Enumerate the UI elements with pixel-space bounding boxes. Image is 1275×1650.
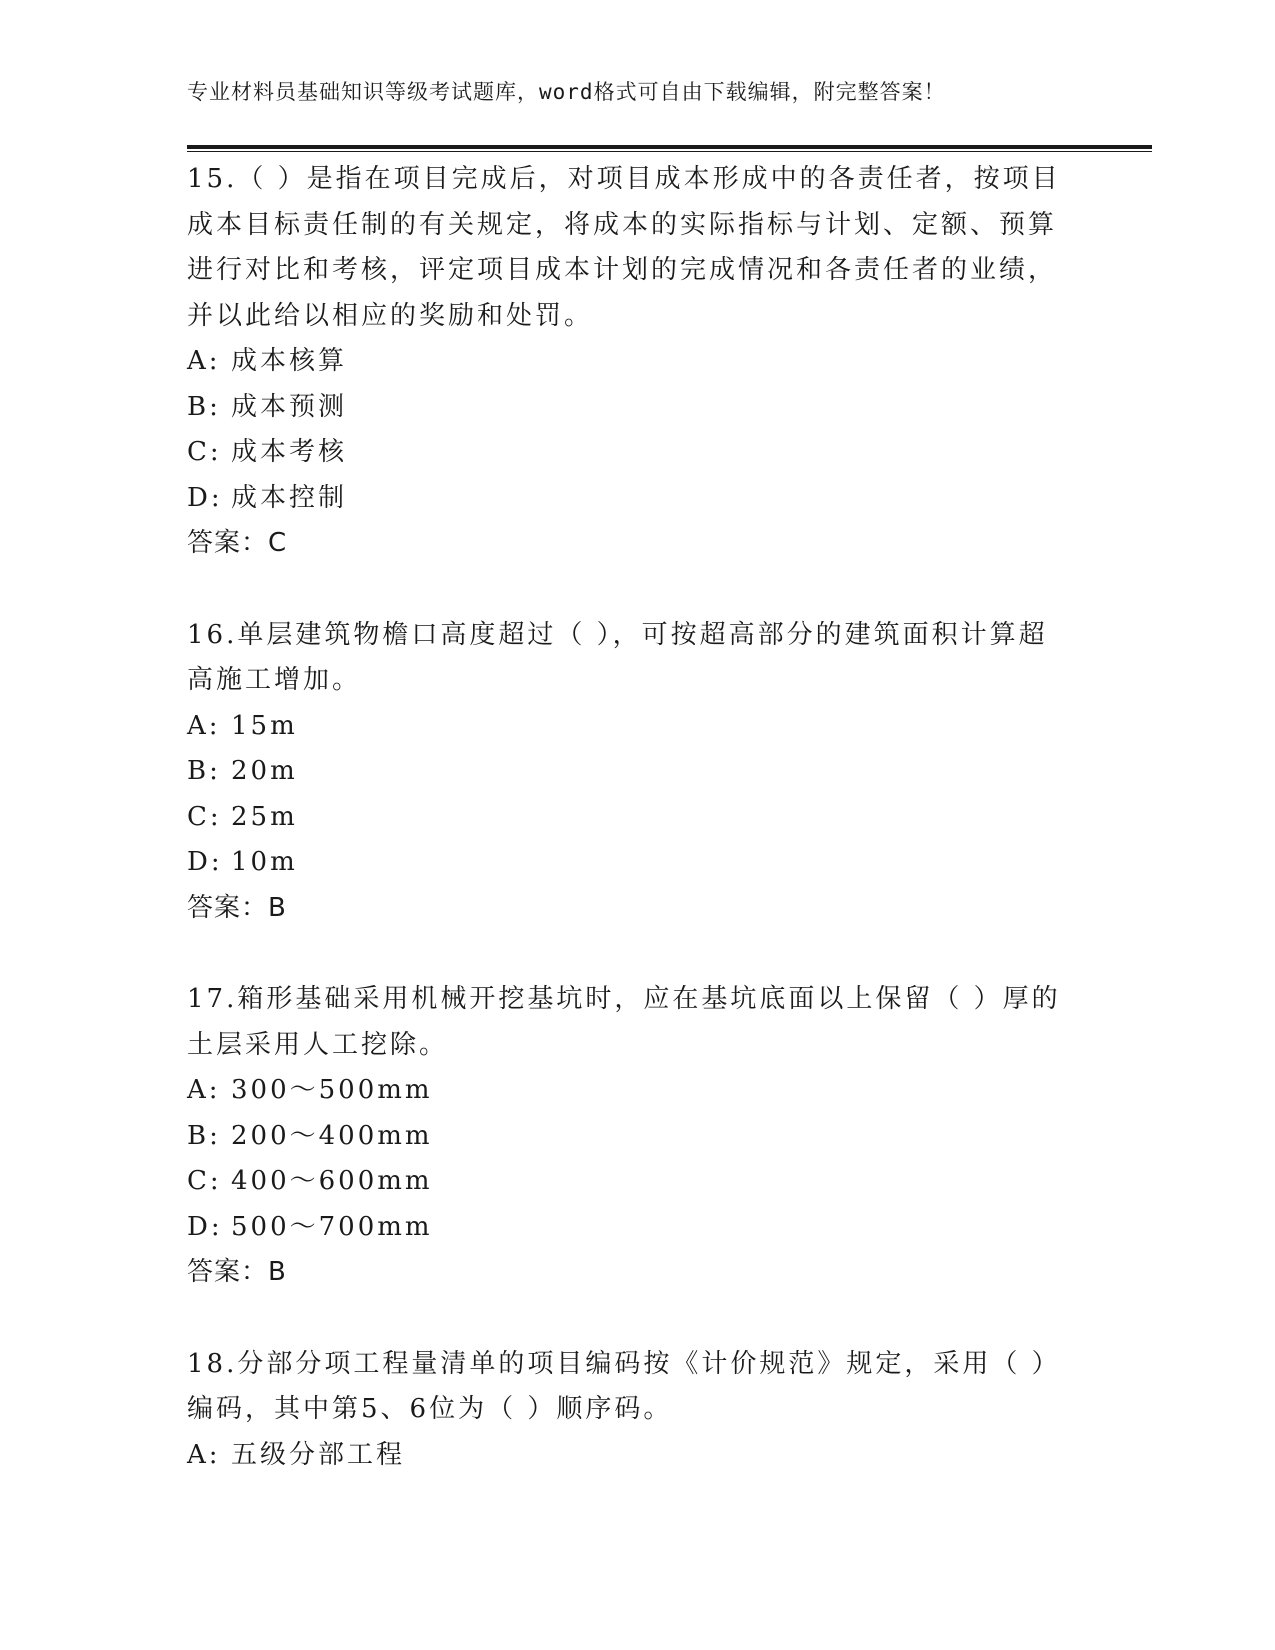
option-text: 成本控制 bbox=[231, 482, 348, 513]
option-a bbox=[187, 704, 1067, 750]
option-text: 200～400mm bbox=[231, 1120, 433, 1151]
question-16 bbox=[187, 613, 1067, 932]
option-text: 400～600mm bbox=[231, 1166, 433, 1196]
option-label: A: bbox=[187, 1075, 221, 1105]
option-label: D: bbox=[187, 482, 223, 513]
answer-line: 答案：B bbox=[187, 892, 287, 923]
option-text: 300～500mm bbox=[231, 1075, 433, 1105]
answer-line: 答案：C bbox=[187, 528, 288, 558]
option-text: 成本预测 bbox=[231, 391, 348, 422]
option-label: B: bbox=[187, 391, 221, 422]
option-label: A: bbox=[187, 710, 221, 741]
option-label: A: bbox=[187, 346, 221, 376]
option-text: 成本考核 bbox=[231, 437, 348, 467]
question-stem: 18.分部分项工程量清单的项目编码按《计价规范》规定，采用（ ）编码，其中第5、6位为（ ）顺序码。 bbox=[187, 1348, 1061, 1424]
option-label: D: bbox=[187, 1211, 223, 1242]
question-17 bbox=[187, 977, 1067, 1296]
option-d bbox=[187, 476, 1067, 522]
option-b bbox=[187, 749, 1067, 795]
question-list bbox=[187, 157, 1067, 1524]
option-c bbox=[187, 430, 1067, 476]
document-header: 专业材料员基础知识等级考试题库，word格式可自由下载编辑，附完整答案！ bbox=[187, 80, 946, 104]
option-a bbox=[187, 1433, 1067, 1479]
question-stem: 17.箱形基础采用机械开挖基坑时，应在基坑底面以上保留（ ）厚的土层采用人工挖除。 bbox=[187, 984, 1061, 1060]
option-b bbox=[187, 385, 1067, 431]
option-d bbox=[187, 1205, 1067, 1251]
option-text: 15m bbox=[231, 710, 298, 741]
option-text: 20m bbox=[231, 756, 298, 786]
question-stem: 15.（ ）是指在项目完成后，对项目成本形成中的各责任者，按项目成本目标责任制的有关规定，将成本的实际指标与计划、定额、预算进行对比和考核，评定项目成本计划的完成情况和各责任者的业绩，并以此给以相应的奖励和处罚。 bbox=[187, 164, 1061, 331]
question-stem: 16.单层建筑物檐口高度超过（ ），可按超高部分的建筑面积计算超高施工增加。 bbox=[187, 619, 1048, 695]
option-label: C: bbox=[187, 801, 222, 832]
option-label: C: bbox=[187, 437, 222, 467]
option-a bbox=[187, 339, 1067, 385]
option-label: A: bbox=[187, 1439, 221, 1470]
option-text: 10m bbox=[231, 847, 298, 877]
header-rule-thick bbox=[187, 145, 1152, 149]
option-text: 成本核算 bbox=[231, 346, 348, 376]
option-d bbox=[187, 840, 1067, 886]
option-label: B: bbox=[187, 1120, 221, 1151]
question-15 bbox=[187, 157, 1067, 567]
option-text: 25m bbox=[231, 801, 298, 832]
option-label: C: bbox=[187, 1166, 222, 1196]
option-c bbox=[187, 1159, 1067, 1205]
option-text: 五级分部工程 bbox=[231, 1439, 406, 1470]
answer-line: 答案：B bbox=[187, 1257, 287, 1287]
question-18 bbox=[187, 1342, 1067, 1479]
option-label: B: bbox=[187, 756, 221, 786]
header-rule-thin bbox=[187, 151, 1152, 152]
option-label: D: bbox=[187, 847, 223, 877]
option-b bbox=[187, 1114, 1067, 1160]
option-text: 500～700mm bbox=[231, 1211, 433, 1242]
option-c bbox=[187, 795, 1067, 841]
option-a bbox=[187, 1068, 1067, 1114]
